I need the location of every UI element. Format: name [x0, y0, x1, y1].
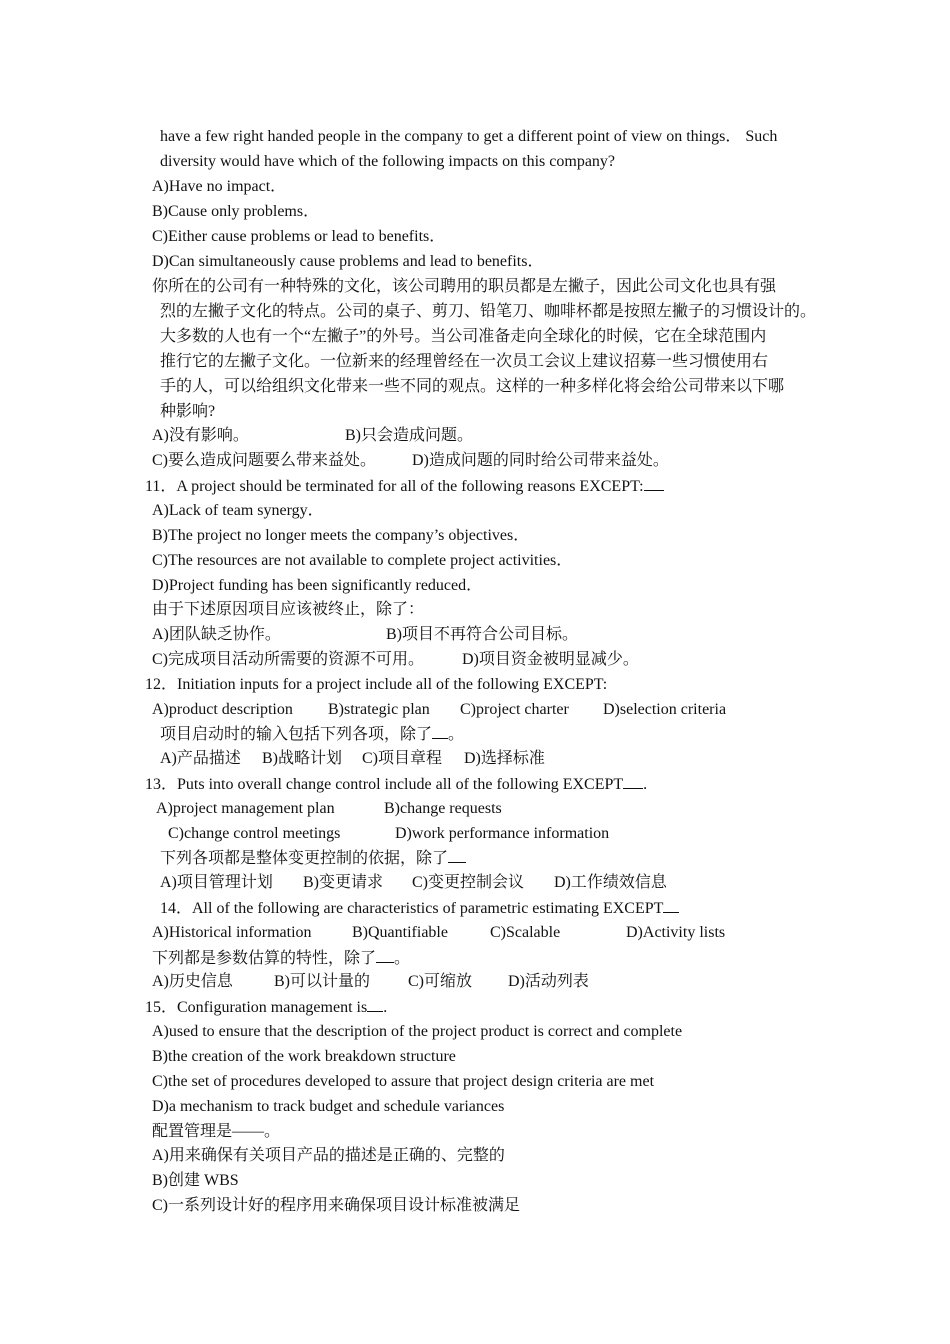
- q15-question-end: .: [383, 999, 388, 1016]
- q12-cn-option-a: A)产品描述: [160, 750, 241, 767]
- q10-option-c: C)Either cause problems or lead to benefits．: [152, 228, 446, 245]
- q14-cn-question: [152, 946, 410, 971]
- q12-answer-blank: [432, 722, 448, 739]
- q11-cn-option-b: B)项目不再符合公司目标。: [386, 626, 579, 643]
- q12-cn-option-b: B)战略计划: [262, 750, 343, 767]
- q13-cn-question: [160, 846, 466, 871]
- q12-cn-question: [160, 722, 464, 747]
- q15-option-a: A)used to ensure that the description of the project product is correct and complete: [152, 1023, 683, 1040]
- q14-option-b: B)Quantifiable: [352, 924, 448, 941]
- q12-option-b: B)strategic plan: [328, 701, 430, 718]
- q13-option-b: B)change requests: [384, 800, 502, 817]
- q15-cn-option-a: A)用来确保有关项目产品的描述是正确的、完整的: [152, 1147, 505, 1164]
- q14-cn-option-c: C)可缩放: [408, 973, 473, 990]
- q13-cn-option-a: A)项目管理计划: [160, 874, 273, 891]
- q10-cn-option-a: A)没有影响。: [152, 427, 249, 444]
- q15-question-text: 15．Configuration management is: [145, 999, 368, 1016]
- q10-cn-line-1: 你所在的公司有一种特殊的文化，该公司聘用的职员都是左撇子，因此公司文化也具有强: [152, 278, 777, 295]
- q13-option-d: D)work performance information: [395, 825, 610, 842]
- q12-cn-option-d: D)选择标准: [464, 750, 545, 767]
- q13-cn-question-text: 下列各项都是整体变更控制的依据，除了: [160, 850, 449, 867]
- q14-question: [160, 896, 679, 921]
- q13-answer-blank: [623, 772, 643, 789]
- q10-cn-line-5: 手的人，可以给组织文化带来一些不同的观点。这样的一种多样化将会给公司带来以下哪: [160, 378, 785, 395]
- q14-cn-question-text: 下列都是参数估算的特性，除了: [152, 950, 377, 967]
- q12-option-c: C)project charter: [460, 701, 569, 718]
- q14-cn-answer-blank: [376, 946, 394, 963]
- q10-option-b: B)Cause only problems．: [152, 203, 320, 220]
- q14-cn-question-end: 。: [394, 950, 411, 967]
- q11-question-text: 11．A project should be terminated for all of the following reasons EXCEPT:: [145, 478, 644, 495]
- q10-option-d: D)Can simultaneously cause problems and lead to benefits．: [152, 253, 544, 270]
- q13-question-end: .: [643, 776, 648, 793]
- q14-cn-option-a: A)历史信息: [152, 973, 233, 990]
- q12-option-d: D)selection criteria: [603, 701, 727, 718]
- q10-cn-line-2: 烈的左撇子文化的特点。公司的桌子、剪刀、铅笔刀、咖啡杯都是按照左撇子的习惯设计的。: [160, 303, 817, 320]
- q11-option-c: C)The resources are not available to complete project activities．: [152, 552, 573, 569]
- q14-cn-option-b: B)可以计量的: [274, 973, 371, 990]
- q13-cn-option-c: C)变更控制会议: [412, 874, 525, 891]
- q15-option-b: B)the creation of the work breakdown structure: [152, 1048, 456, 1065]
- q13-cn-option-b: B)变更请求: [303, 874, 384, 891]
- q15-answer-blank: [367, 995, 383, 1012]
- q11-option-d: D)Project funding has been significantly reduced．: [152, 577, 483, 594]
- q14-option-a: A)Historical information: [152, 924, 312, 941]
- q10-cn-option-d: D)造成问题的同时给公司带来益处。: [412, 452, 669, 469]
- q12-cn-question-text: 项目启动时的输入包括下列各项，除了: [160, 726, 433, 743]
- q13-question: [145, 772, 647, 797]
- q15-question: [145, 995, 387, 1020]
- q11-cn-option-a: A)团队缺乏协作。: [152, 626, 281, 643]
- q12-cn-question-end: 。: [448, 726, 465, 743]
- q14-answer-blank: [663, 896, 679, 913]
- q12-question: 12．Initiation inputs for a project include all of the following EXCEPT:: [145, 676, 608, 693]
- q11-cn-option-d: D)项目资金被明显减少。: [462, 651, 639, 668]
- q13-cn-answer-blank: [448, 846, 466, 863]
- q15-option-d: D)a mechanism to track budget and schedule variances: [152, 1098, 505, 1115]
- q15-cn-option-c: C)一系列设计好的程序用来确保项目设计标准被满足: [152, 1197, 521, 1214]
- q15-cn-option-b: B)创建 WBS: [152, 1172, 239, 1189]
- q10-cn-line-3: 大多数的人也有一个“左撇子”的外号。当公司准备走向全球化的时候，它在全球范围内: [160, 328, 767, 345]
- q10-cn-line-6: 种影响?: [160, 403, 216, 420]
- q14-option-c: C)Scalable: [490, 924, 561, 941]
- q11-question: [145, 474, 664, 499]
- q11-answer-blank: [644, 474, 664, 491]
- q14-question-text: 14．All of the following are characteristics of parametric estimating EXCEPT: [160, 900, 664, 917]
- q12-option-a: A)product description: [152, 701, 293, 718]
- q14-cn-option-d: D)活动列表: [508, 973, 589, 990]
- q10-cn-option-b: B)只会造成问题。: [345, 427, 474, 444]
- q11-cn-option-c: C)完成项目活动所需要的资源不可用。: [152, 651, 425, 668]
- q15-cn-question: 配置管理是——。: [152, 1123, 281, 1140]
- q11-option-a: A)Lack of team synergy．: [152, 502, 324, 519]
- q10-en-line-2: diversity would have which of the following impacts on this company?: [160, 153, 616, 170]
- q10-cn-line-4: 推行它的左撇子文化。一位新来的经理曾经在一次员工会议上建议招募一些习惯使用右: [160, 353, 769, 370]
- q13-cn-option-d: D)工作绩效信息: [554, 874, 667, 891]
- q14-option-d: D)Activity lists: [626, 924, 726, 941]
- q13-question-text: 13．Puts into overall change control include all of the following EXCEPT: [145, 776, 624, 793]
- q10-option-a: A)Have no impact．: [152, 178, 287, 195]
- q15-option-c: C)the set of procedures developed to assure that project design criteria are met: [152, 1073, 655, 1090]
- q10-en-line-1: have a few right handed people in the company to get a different point of view on things． Such: [160, 128, 778, 145]
- q13-option-c: C)change control meetings: [168, 825, 341, 842]
- q11-option-b: B)The project no longer meets the company’s objectives．: [152, 527, 530, 544]
- q11-cn-question: 由于下述原因项目应该被终止，除了：: [152, 601, 425, 618]
- q12-cn-option-c: C)项目章程: [362, 750, 443, 767]
- q10-cn-option-c: C)要么造成问题要么带来益处。: [152, 452, 377, 469]
- q13-option-a: A)project management plan: [156, 800, 335, 817]
